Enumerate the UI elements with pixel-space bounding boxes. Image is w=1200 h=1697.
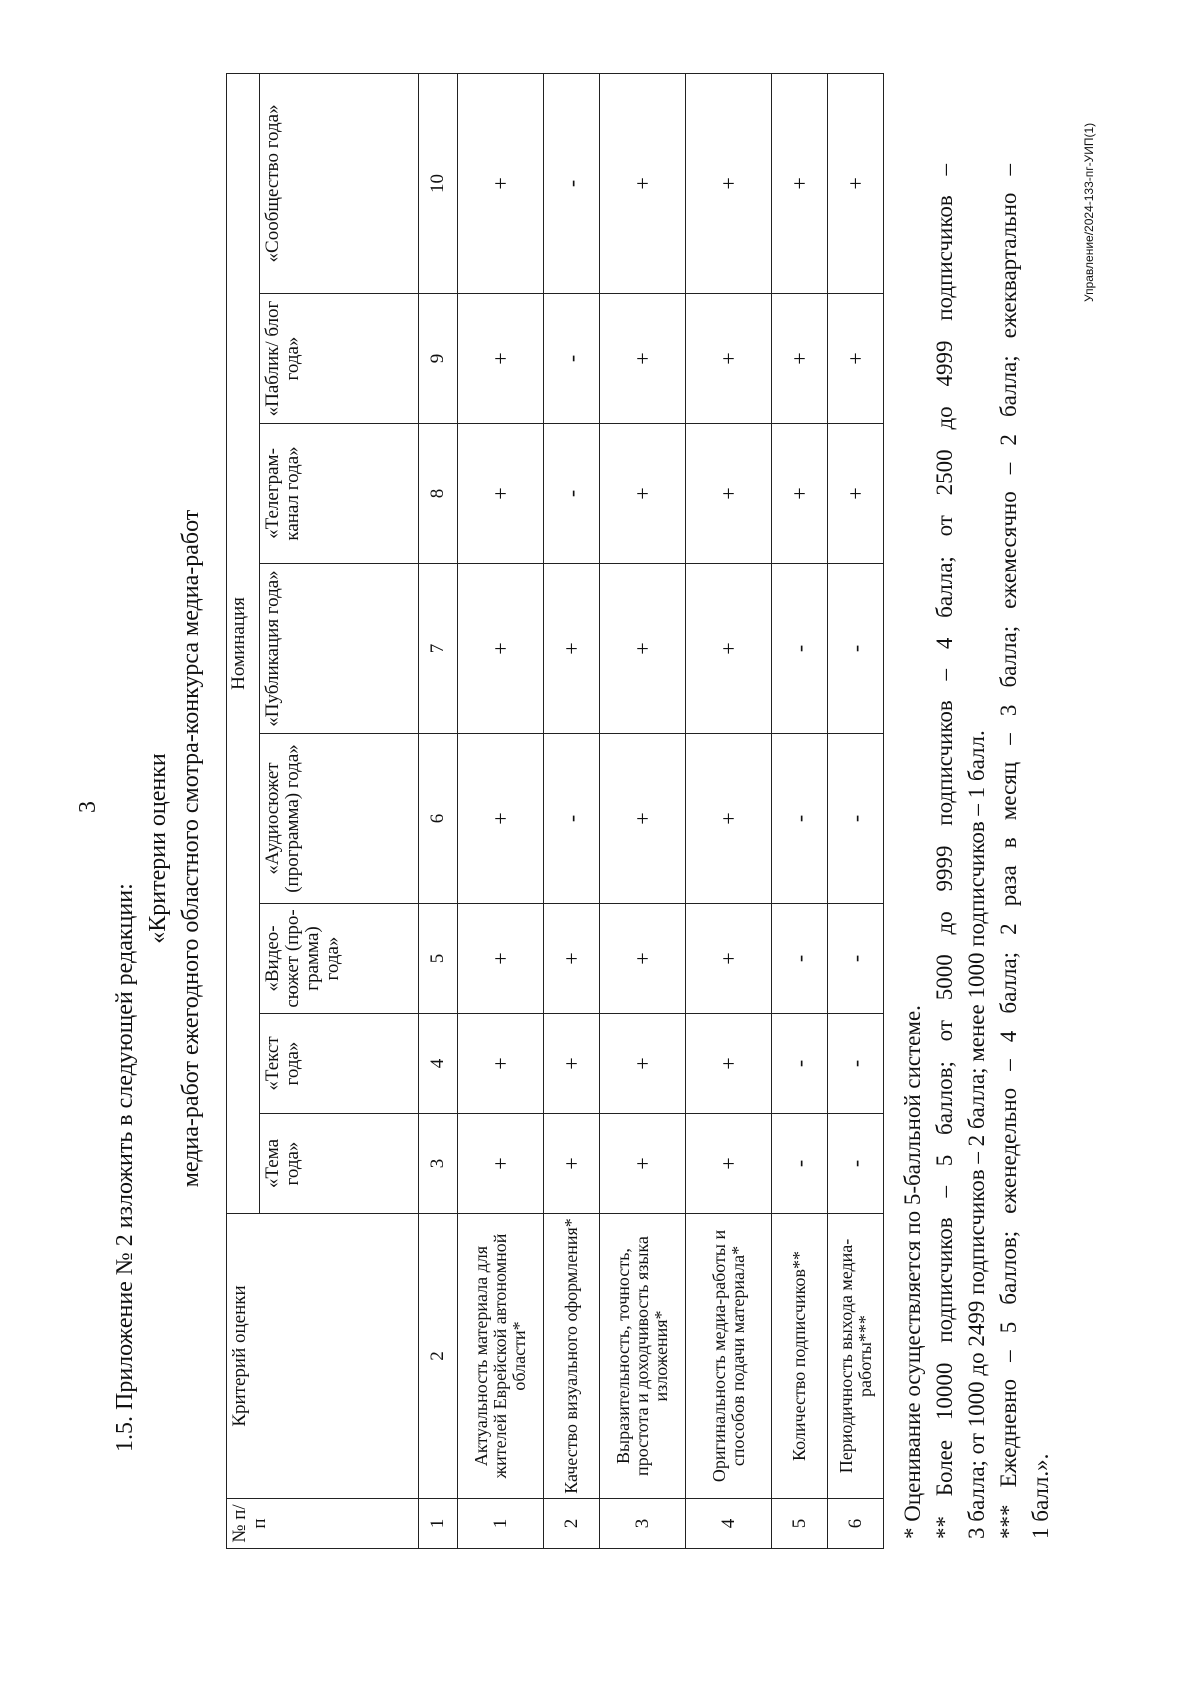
criteria-table xyxy=(226,73,884,1549)
mark-cell: + xyxy=(544,904,600,1014)
mark-cell: + xyxy=(544,1114,600,1214)
mark-cell: + xyxy=(458,1014,544,1114)
criterion-cell: Актуальность материала для жителей Еврейской автономной области* xyxy=(458,1214,544,1499)
mark-cell: + xyxy=(458,904,544,1014)
mark-cell: + xyxy=(600,424,686,564)
mark-cell: + xyxy=(600,564,686,734)
mark-cell: + xyxy=(458,73,544,293)
mark-cell: + xyxy=(600,1114,686,1214)
footnote-2-line1: ** Более 10000 подписчиков – 5 баллов; от 5000 до 9999 подписчиков – 4 балла; от 2500 до 4999 подписчиков – xyxy=(932,164,957,1539)
nomination-header: «Тема года» xyxy=(260,1114,419,1214)
mark-cell: + xyxy=(600,1014,686,1114)
mark-cell: - xyxy=(828,1114,884,1214)
footnote-3-line2: 1 балл.». xyxy=(1028,1453,1053,1539)
mark-cell: - xyxy=(772,734,828,904)
mark-cell: - xyxy=(772,1014,828,1114)
mark-cell: + xyxy=(772,424,828,564)
table-row xyxy=(458,73,544,1548)
row-number: 1 xyxy=(458,1499,544,1549)
mark-cell: - xyxy=(828,904,884,1014)
mark-cell: + xyxy=(458,564,544,734)
document-title-line2: медиа-работ ежегодного областного смотра-конкурса медиа-работ xyxy=(178,509,204,1188)
table-row xyxy=(686,73,772,1548)
mark-cell: + xyxy=(828,294,884,424)
column-number: 5 xyxy=(419,904,458,1014)
amendment-intro: 1.5. Приложение № 2 изложить в следующей редакции: xyxy=(112,883,138,1452)
mark-cell: - xyxy=(828,734,884,904)
footnote-1: * Оценивание осуществляется по 5-балльной системе. xyxy=(900,1005,925,1539)
column-number: 10 xyxy=(419,73,458,293)
mark-cell: + xyxy=(600,734,686,904)
criterion-cell: Выразительность, точность, простота и доходчивость языка изложения* xyxy=(600,1214,686,1499)
column-number: 3 xyxy=(419,1114,458,1214)
mark-cell: + xyxy=(686,904,772,1014)
mark-cell: + xyxy=(686,1014,772,1114)
column-number: 8 xyxy=(419,424,458,564)
mark-cell: + xyxy=(772,73,828,293)
column-number: 6 xyxy=(419,734,458,904)
header-criterion: Критерий оценки xyxy=(227,1214,419,1499)
mark-cell: + xyxy=(828,73,884,293)
nomination-header: «Сообщество года» xyxy=(260,73,419,293)
mark-cell: + xyxy=(544,564,600,734)
document-code: Управление/2024-133-пг-УИП(1) xyxy=(1082,122,1096,302)
mark-cell: + xyxy=(686,734,772,904)
mark-cell: + xyxy=(544,1014,600,1114)
mark-cell: + xyxy=(600,73,686,293)
table-row xyxy=(772,73,828,1548)
table-row xyxy=(828,73,884,1548)
mark-cell: - xyxy=(544,73,600,293)
footnote-3-line1: *** Ежедневно – 5 баллов; еженедельно – 4 балла; 2 раза в месяц – 3 балла; ежемесячно – 2 балла; ежеквартально – xyxy=(996,164,1021,1539)
mark-cell: - xyxy=(772,1114,828,1214)
mark-cell: + xyxy=(686,564,772,734)
mark-cell: + xyxy=(686,73,772,293)
nomination-header: «Паблик/ блог года» xyxy=(260,294,419,424)
column-number: 1 xyxy=(419,1499,458,1549)
mark-cell: + xyxy=(686,424,772,564)
mark-cell: + xyxy=(600,904,686,1014)
mark-cell: + xyxy=(458,294,544,424)
mark-cell: - xyxy=(544,294,600,424)
nomination-header: «Текст года» xyxy=(260,1014,419,1114)
column-number: 4 xyxy=(419,1014,458,1114)
table-row xyxy=(600,73,686,1548)
column-number: 7 xyxy=(419,564,458,734)
mark-cell: + xyxy=(458,424,544,564)
column-number: 2 xyxy=(419,1214,458,1499)
table-row xyxy=(544,73,600,1548)
row-number: 3 xyxy=(600,1499,686,1549)
nomination-header: «Публикация года» xyxy=(260,564,419,734)
criterion-cell: Качество визуального оформления* xyxy=(544,1214,600,1499)
row-number: 4 xyxy=(686,1499,772,1549)
mark-cell: - xyxy=(828,564,884,734)
mark-cell: + xyxy=(686,294,772,424)
mark-cell: + xyxy=(458,1114,544,1214)
criterion-cell: Оригинальность медиа-работы и способов подачи материала* xyxy=(686,1214,772,1499)
header-nomination: Номинация xyxy=(227,73,260,1213)
nomination-header: «Аудиосюжет (программа) года» xyxy=(260,734,419,904)
mark-cell: - xyxy=(544,734,600,904)
page-number: 3 xyxy=(75,801,101,813)
mark-cell: + xyxy=(772,294,828,424)
mark-cell: - xyxy=(828,1014,884,1114)
mark-cell: + xyxy=(686,1114,772,1214)
mark-cell: + xyxy=(600,294,686,424)
mark-cell: + xyxy=(828,424,884,564)
row-number: 2 xyxy=(544,1499,600,1549)
nomination-header: «Телеграм-канал года» xyxy=(260,424,419,564)
document-title-line1: «Критерии оценки xyxy=(145,753,171,944)
nomination-header: «Видео-сюжет (про-грамма) года» xyxy=(260,904,419,1014)
footnote-2-line2: 3 балла; от 1000 до 2499 подписчиков – 2 балла; менее 1000 подписчиков – 1 балл. xyxy=(964,730,989,1539)
mark-cell: - xyxy=(772,564,828,734)
column-number: 9 xyxy=(419,294,458,424)
row-number: 5 xyxy=(772,1499,828,1549)
criterion-cell: Количество подписчиков** xyxy=(772,1214,828,1499)
row-number: 6 xyxy=(828,1499,884,1549)
header-num: № п/п xyxy=(227,1499,419,1549)
criterion-cell: Периодичность выхода медиа-работы*** xyxy=(828,1214,884,1499)
mark-cell: + xyxy=(458,734,544,904)
mark-cell: - xyxy=(772,904,828,1014)
mark-cell: - xyxy=(544,424,600,564)
